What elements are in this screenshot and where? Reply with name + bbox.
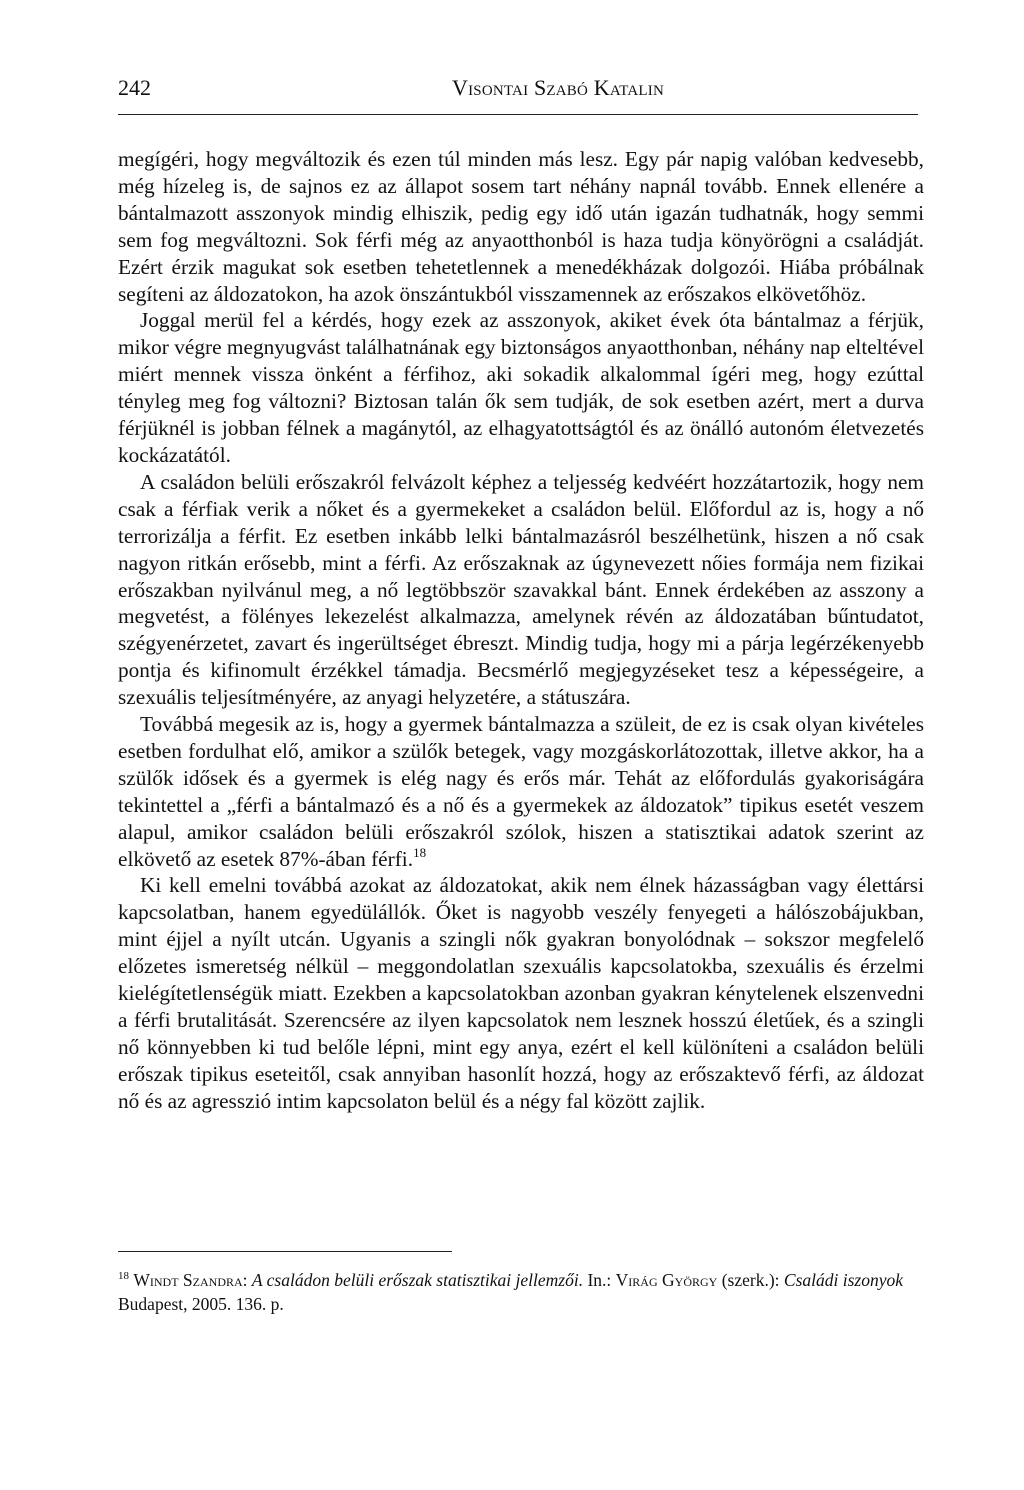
page-header xyxy=(118,74,918,108)
body-text xyxy=(118,146,924,1115)
footnote-number: 18 xyxy=(118,1270,129,1282)
paragraph-2 xyxy=(118,307,924,468)
paragraph-1-text: megígéri, hogy megváltozik és ezen túl minden más lesz. Egy pár napig valóban kedvesebb, még hízeleg is, de sajnos ez az állapot sosem tart néhány napnál tovább. Ennek ellenére a bántalmazott asszonyok mindig elhiszik, pedig egy idő után igazán tudhatnák, hogy semmi sem fog megváltozni. Sok férfi még az anyaotthonból is haza tudja könyörögni a családját. Ezért érzik magukat sok esetben tehetetlennek a menedékházak dolgozói. Hiába próbálnak segíteni az áldozatokon, ha azok önszántukból visszamennek az erőszakos elkövetőhöz. xyxy=(118,147,924,306)
paragraph-5 xyxy=(118,872,924,1114)
running-head: Visontai Szabó Katalin xyxy=(452,75,664,100)
footnote xyxy=(118,1268,924,1316)
paragraph-2-text: Joggal merül fel a kérdés, hogy ezek az asszonyok, akiket évek óta bántalmaz a férjük, mikor végre megnyugvást találhatnának egy biztonságos anyaotthonban, néhány nap elteltével miért mennek vissza önként a férfihoz, aki sokadik alkalommal ígéri meg, hogy ezúttal tényleg meg fog változni? Biztosan talán ők sem tudják, de sok esetben azért, mert a durva férjüknél is jobban félnek a magánytól, az elhagyatottságtól és az önálló autonóm életvezetés kockázatától. xyxy=(118,308,924,467)
footnote-reference[interactable]: 18 xyxy=(413,844,427,860)
paragraph-1 xyxy=(118,146,924,307)
footnote-author: Windt Szandra: xyxy=(133,1270,248,1290)
header-rule xyxy=(118,114,918,115)
footnote-title: A családon belüli erőszak statisztikai jellemzői. xyxy=(251,1270,584,1290)
footnote-in-label: In.: xyxy=(587,1270,612,1290)
paragraph-3-text: A családon belüli erőszakról felvázolt képhez a teljesség kedvéért hozzátartozik, hogy nem csak a férfiak verik a nőket és a gyermekeket a családon belül. Előfordul az is, hogy a nő terrorizálja a férfit. Ez esetben inkább lelki bántalmazásról beszélhetünk, hiszen a nő csak nagyon ritkán erősebb, mint a férfi. Az erőszaknak az úgynevezett nőies formája nem fizikai erőszakban nyilvánul meg, a nő legtöbbször szavakkal bánt. Ennek érdekében az asszony a megvetést, a fölényes lekezelést alkalmazza, amelynek révén az áldozatában bűntudatot, szégyenérzetet, zavart és ingerültséget ébreszt. Mindig tudja, hogy mi a párja legérzékenyebb pontja és kifinomult érzékkel támadja. Becsmérlő megjegyzéseket tesz a képességeire, a szexuális teljesítményére, az anyagi helyzetére, a státuszára. xyxy=(118,469,924,710)
paragraph-4 xyxy=(118,711,924,872)
footnote-rule xyxy=(118,1251,452,1252)
paragraph-4-text: Továbbá megesik az is, hogy a gyermek bántalmazza a szüleit, de ez is csak olyan kivételes esetben fordulhat elő, amikor a szülők betegek, vagy mozgáskorlátozottak, illetve akkor, ha a szülők idősek és a gyermek is elég nagy és erős már. Tehát az előfordulás gyakoriságára tekintettel a „férfi a bántalmazó és a nő és a gyermekek az áldozatok” tipikus esetét veszem alapul, amikor családon belüli erőszakról szólok, hiszen a statisztikai adatok szerint az elkövető az esetek 87%-ában férfi. xyxy=(118,712,924,871)
footnote-publication: Budapest, 2005. 136. p. xyxy=(118,1294,284,1314)
footnote-book-title: Családi iszonyok xyxy=(783,1270,904,1290)
footnote-editor: Virág György xyxy=(615,1270,718,1290)
paragraph-5-text: Ki kell emelni továbbá azokat az áldozatokat, akik nem élnek házasságban vagy élettársi kapcsolatban, hanem egyedülállók. Őket is nagyobb veszély fenyegeti a hálószobájukban, mint éjjel a nyílt utcán. Ugyanis a szingli nők gyakran bonyolódnak – sokszor megfelelő előzetes ismeretség nélkül – meggondolatlan szexuális kapcsolatokba, szexuális és érzelmi kielégítetlenségük miatt. Ezekben a kapcsolatokban azonban gyakran kénytelenek elszenvedni a férfi brutalitását. Szerencsére az ilyen kapcsolatok nem lesznek hosszú életűek, és a szingli nő könnyebben ki tud belőle lépni, mint egy anya, ezért el kell különíteni a családon belüli erőszak tipikus eseteitől, csak annyiban hasonlít hozzá, hogy az erőszaktevő férfi, az áldozat nő és az agresszió intim kapcsolaton belül és a négy fal között zajlik. xyxy=(118,873,924,1113)
footnote-editor-role: (szerk.): xyxy=(721,1270,780,1290)
paragraph-3 xyxy=(118,469,924,711)
page-number: 242 xyxy=(118,75,151,100)
